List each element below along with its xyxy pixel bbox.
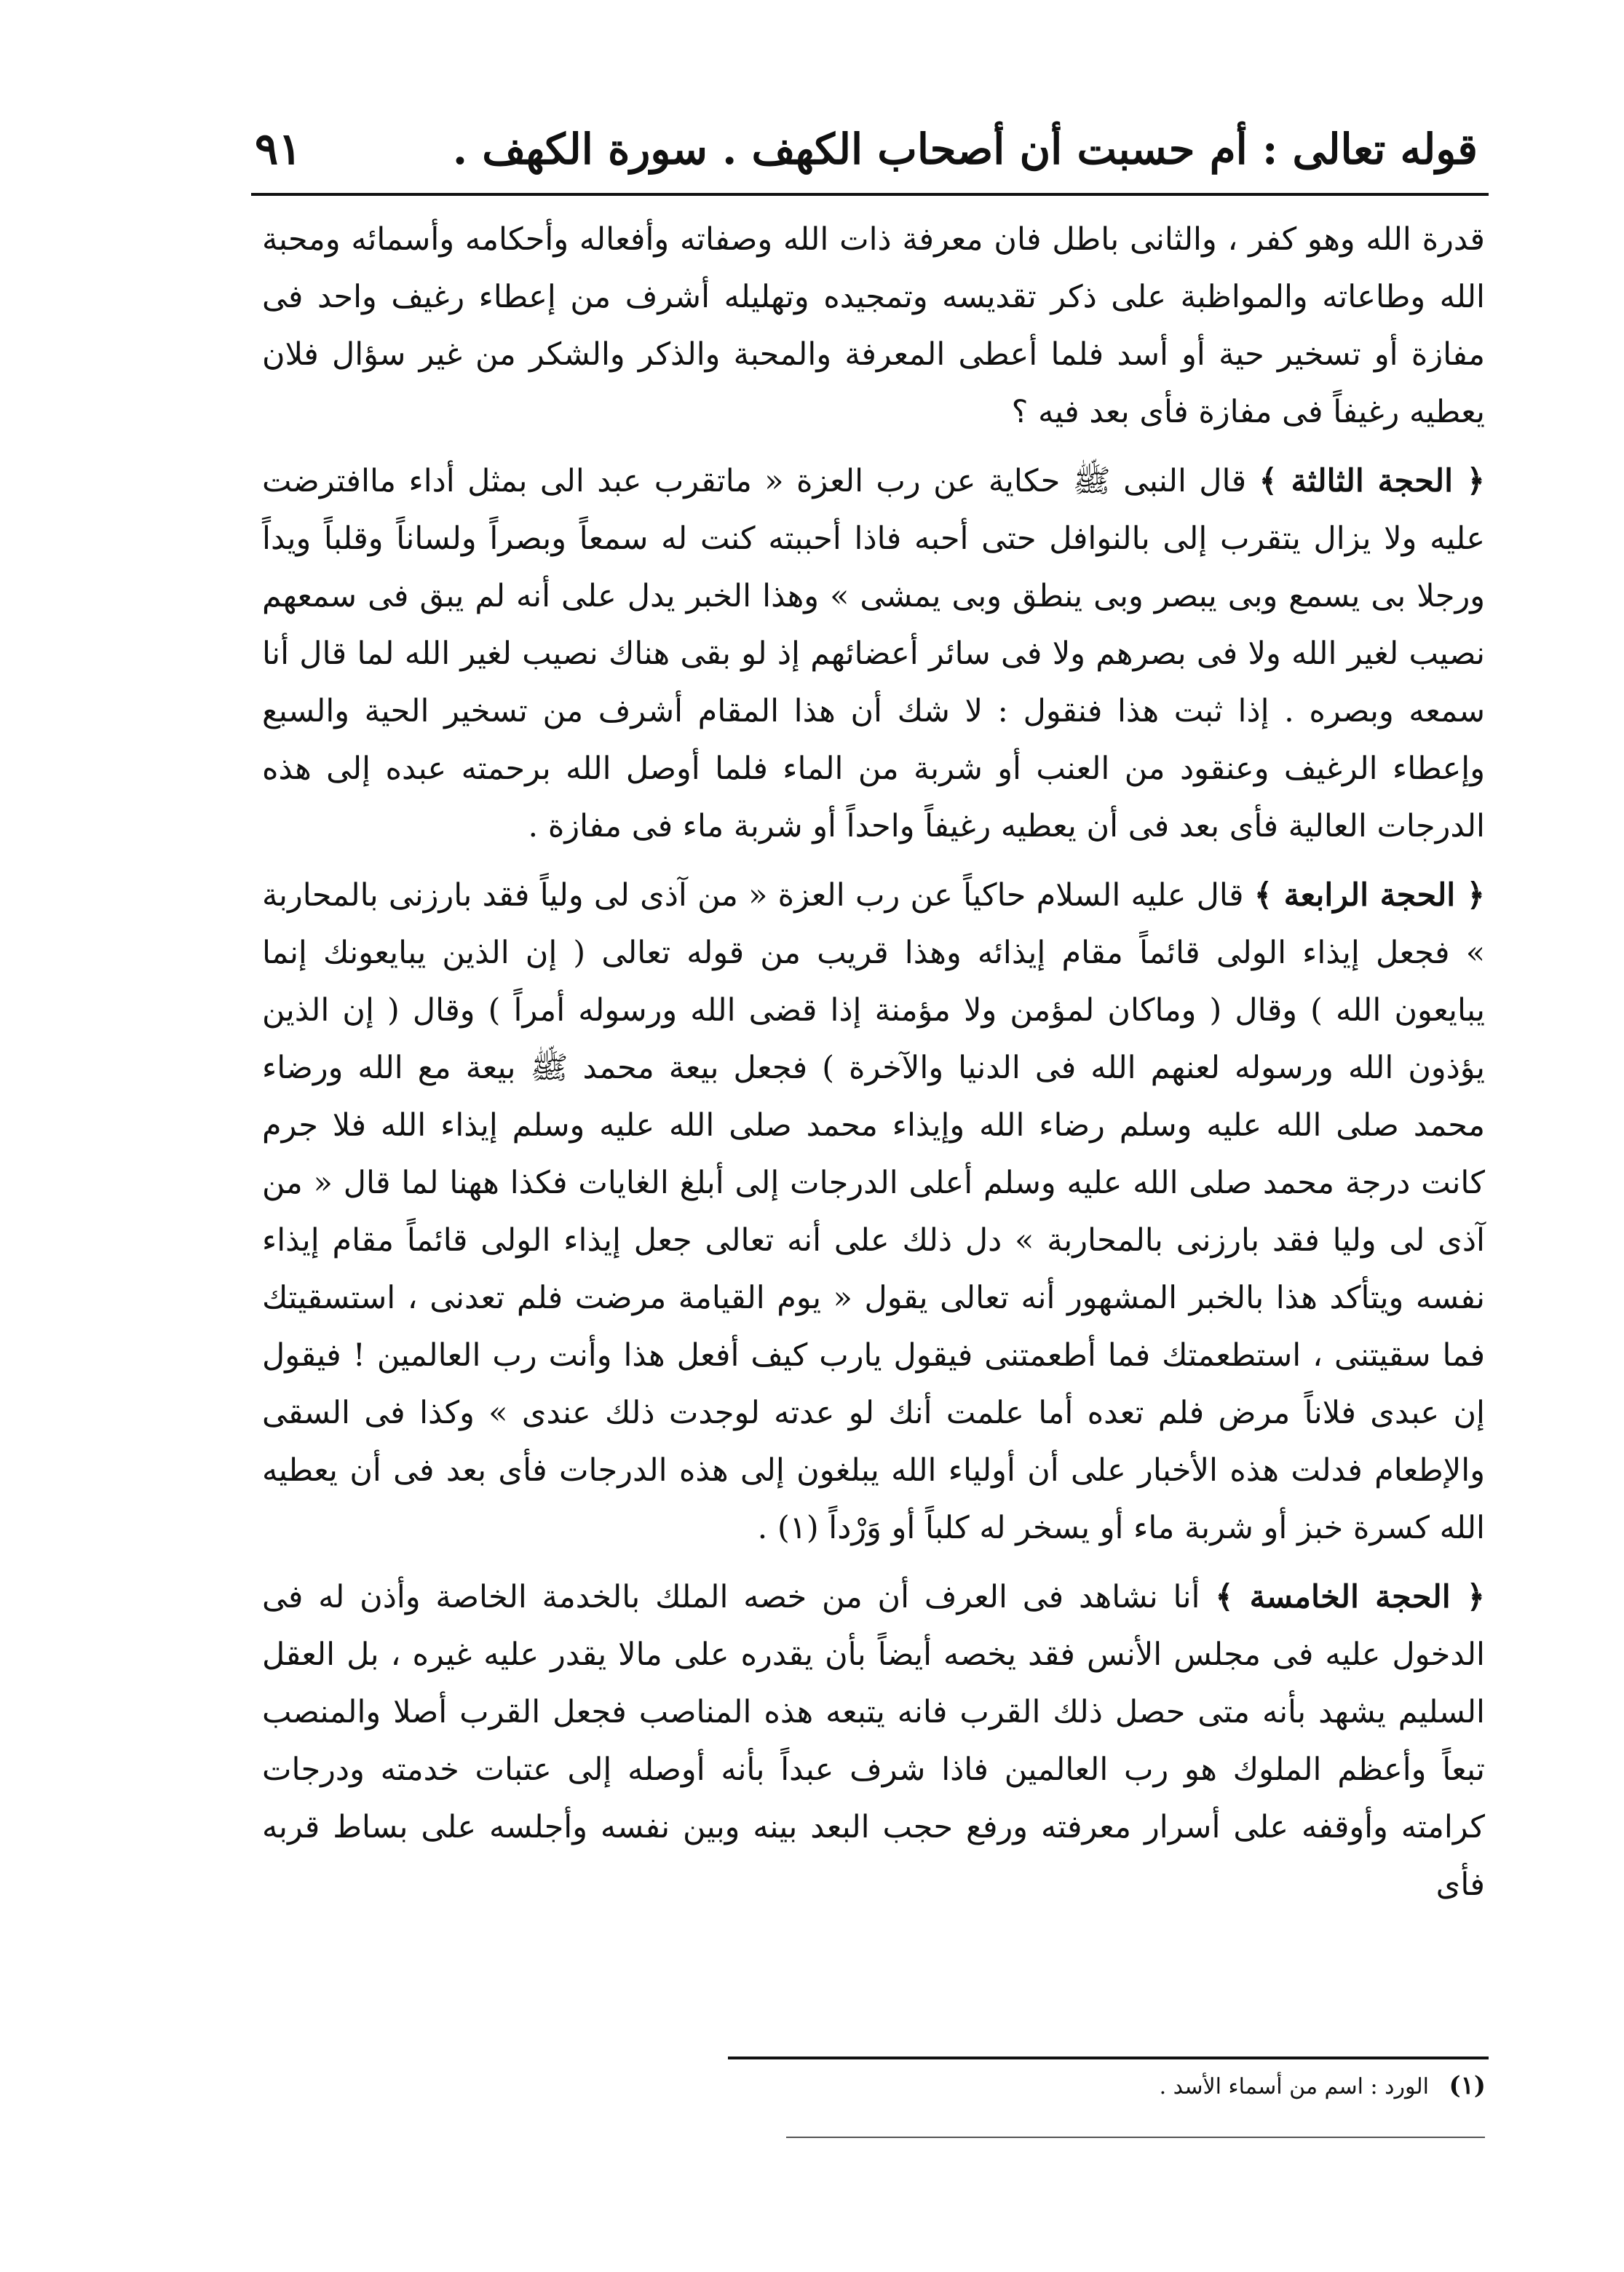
paragraph-2-text: قال النبى ﷺ حكاية عن رب العزة « ماتقرب عبد الى بمثل أداء ماافترضت عليه ولا يزال يتقرب إلى بالنوافل حتى أحبه فاذا أحببته كنت له سمعاً وبصراً ولساناً وقلباً ويداً ورجلا بى يسمع وبى يبصر وبى ينطق وبى يمشى » وهذا الخبر يدل على أنه لم يبق فى سمعهم نصيب لغير الله ولا فى بصرهم ولا فى سائر أعضائهم إذ لو بقى هناك نصيب لغير الله لما قال أنا سمعه وبصره . إذا ثبت هذا فنقول : لا شك أن هذا المقام أشرف من تسخير الحية والسبع وإعطاء الرغيف وعنقود من العنب أو شربة من الماء فلما أوصل الله برحمته عبده إلى هذه الدرجات العالية فأى بعد فى أن يعطيه رغيفاً واحداً أو شربة ماء فى مفازة .: [262, 463, 1485, 844]
footnote-number: (١): [1449, 2071, 1486, 2100]
paragraph-1-text: قدرة الله وهو كفر ، والثانى باطل فان معرفة ذات الله وصفاته وأفعاله وأحكامه وأسمائه ومحبة الله وطاعاته والمواظبة على ذكر تقديسه وتمجيده وتهليله أشرف من إعطاء رغيف واحد فى مفازة أو تسخير حية أو أسد فلما أعطى المعرفة والمحبة والذكر والشكر من غير سؤال فلان يعطيه رغيفاً فى مفازة فأى بعد فيه ؟: [262, 221, 1485, 430]
argument-4-heading: ﴿ الحجة الرابعة ﴾: [1253, 877, 1485, 914]
paragraph-4: [262, 1569, 1485, 1914]
footnote-divider: [728, 2057, 1489, 2059]
main-text: [262, 211, 1485, 1925]
header-divider: [251, 193, 1489, 196]
paragraph-2: [262, 453, 1485, 855]
footnote-text: الورد : اسم من أسماء الأسد .: [1159, 2074, 1429, 2099]
argument-5-heading: ﴿ الحجة الخامسة ﴾: [1215, 1579, 1485, 1615]
paragraph-1: [262, 211, 1485, 441]
paragraph-3: [262, 867, 1485, 1557]
running-title: قوله تعالى : أم حسبت أن أصحاب الكهف . سورة الكهف .: [452, 124, 1478, 174]
argument-3-heading: ﴿ الحجة الثالثة ﴾: [1259, 463, 1485, 499]
paragraph-4-text: أنا نشاهد فى العرف أن من خصه الملك بالخدمة الخاصة وأذن له فى الدخول عليه فى مجلس الأنس فقد يخصه أيضاً بأن يقدره على مالا يقدر عليه غيره ، بل العقل السليم يشهد بأنه متى حصل ذلك القرب فانه يتبعه هذه المناصب فجعل القرب أصلا والمنصب تبعاً وأعظم الملوك هو رب العالمين فاذا شرف عبداً بأنه أوصله إلى عتبات خدمته ودرجات كرامته وأوقفه على أسرار معرفته ورفع حجب البعد بينه وبين نفسه وأجلسه على بساط قربه فأى: [262, 1579, 1485, 1903]
paragraph-3-text: قال عليه السلام حاكياً عن رب العزة « من آذى لى ولياً فقد بارزنى بالمحاربة » فجعل إيذاء الولى قائماً مقام إيذائه وهذا قريب من قوله تعالى ( إن الذين يبايعونك إنما يبايعون الله ) وقال ( وماكان لمؤمن ولا مؤمنة إذا قضى الله ورسوله أمراً ) وقال ( إن الذين يؤذون الله ورسوله لعنهم الله فى الدنيا والآخرة ) فجعل بيعة محمد ﷺ بيعة مع الله ورضاء محمد صلى الله عليه وسلم رضاء الله وإيذاء محمد صلى الله عليه وسلم إيذاء الله فلا جرم كانت درجة محمد صلى الله عليه وسلم أعلى الدرجات إلى أبلغ الغايات فكذا ههنا لما قال « من آذى لى وليا فقد بارزنى بالمحاربة » دل ذلك على أنه تعالى جعل إيذاء الولى قائماً مقام إيذاء نفسه ويتأكد هذا بالخبر المشهور أنه تعالى يقول « يوم القيامة مرضت فلم تعدنى ، استسقيتك فما سقيتنى ، استطعمتك فما أطعمتنى فيقول يارب كيف أفعل هذا وأنت رب العالمين ! فيقول إن عبدى فلاناً مرض فلم تعده أما علمت أنك لو عدته لوجدت ذلك عندى » وكذا فى السقى والإطعام فدلت هذه الأخبار على أن أولياء الله يبلغون إلى هذه الدرجات فأى بعد فى أن يعطيه الله كسرة خبز أو شربة ماء أو يسخر له كلباً أو وَرْداً (١) .: [262, 877, 1485, 1546]
footnote: [831, 2067, 1486, 2105]
page-number: ٩١: [255, 124, 302, 175]
page-header: [247, 109, 1478, 189]
bottom-divider: [786, 2137, 1485, 2138]
